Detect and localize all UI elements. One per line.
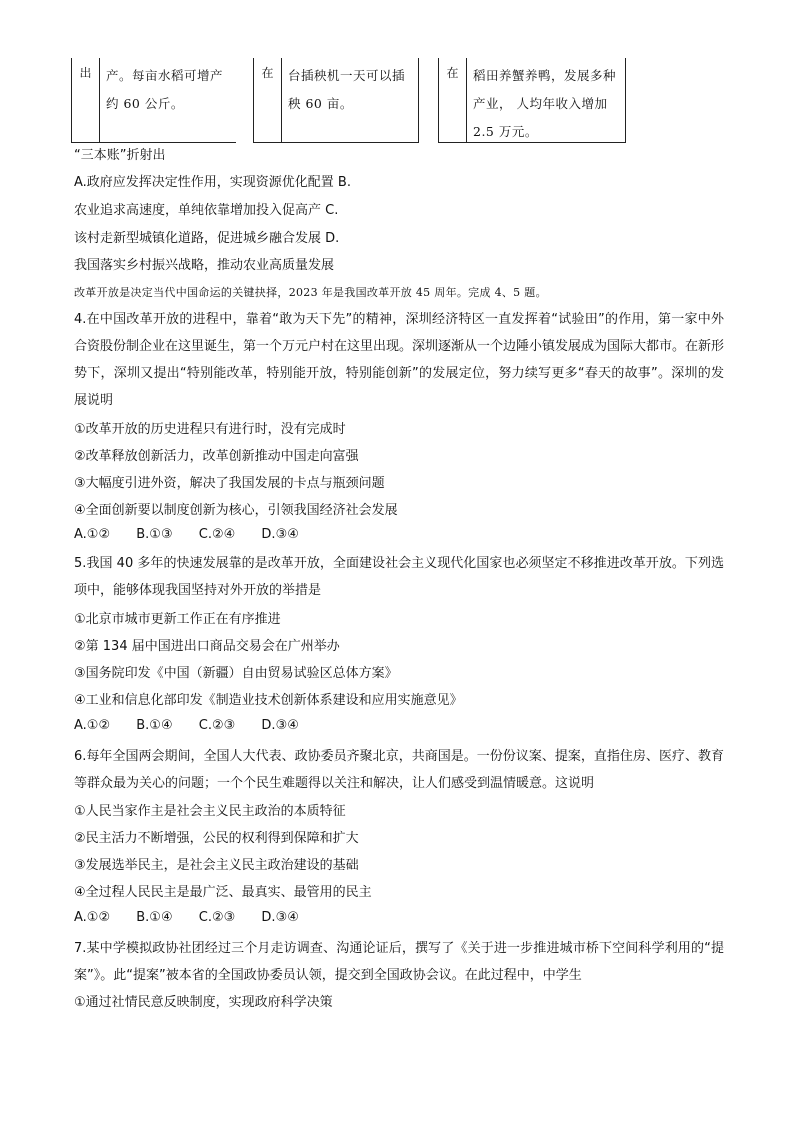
q4-stem: 4.在中国改革开放的进程中，靠着“敢为天下先”的精神，深圳经济特区一直发挥着“试验田”的作用，第一家中外合资股份制企业在这里诞生，第一个万元户村在这里出现。深圳逐渐从一个边陲小镇发展成为国际大都市。在新形势下，深圳又提出“特别能改革，特别能开放，特别能创新”的发展定位，努力续写更多“春天的故事”。深圳的发展说明 [74,312,725,408]
table-cell-income [438,58,626,143]
q3-stem-tail: “三本账”折射出 [74,148,166,163]
q5-stem: 5.我国 40 多年的快速发展靠的是改革开放，全面建设社会主义现代化国家也必须坚定不移推进改革开放。下列选项中，能够体现我国坚持对外开放的举措是 [74,556,724,598]
option-c[interactable]: C.②③ [198,910,236,925]
table-cell-label: 在 [439,58,467,142]
option-a[interactable]: A.①② [74,910,111,925]
option-d[interactable]: D.③④ [261,527,299,542]
table-cell-label: 出 [72,58,100,142]
q5-item: ③国务院印发《中国（新疆）自由贸易试验区总体方案》 [74,666,398,681]
section-intro: 改革开放是决定当代中国命运的关键抉择，2023 年是我国改革开放 45 周年。完成 4、5 题。 [74,286,547,299]
q6-stem: 6.每年全国两会期间，全国人大代表、政协委员齐聚北京，共商国是。一份份议案、提案，直指住房、医疗、教育等群众最为关心的问题；一个个民生难题得以关注和解决，让人们感受到温情暖意。这说明 [74,749,724,791]
q5-item: ①北京市城市更新工作正在有序推进 [74,612,281,627]
q6-item: ①人民当家作主是社会主义民主政治的本质特征 [74,804,346,819]
table-cell-text: 台插秧机一天可以插秧 60 亩。 [288,68,406,111]
q6-item: ②民主活力不断增强，公民的权利得到保障和扩大 [74,831,359,846]
option-d[interactable]: D.③④ [261,910,299,925]
option-b[interactable]: B.①④ [136,718,173,733]
q5-item: ②第 134 届中国进出口商品交易会在广州举办 [74,639,340,654]
q5-item: ④工业和信息化部印发《制造业技术创新体系建设和应用实施意见》 [74,693,463,708]
option-d[interactable]: D.③④ [261,718,299,733]
q4-item: ④全面创新要以制度创新为核心，引领我国经济社会发展 [74,503,398,518]
q7-item: ①通过社情民意反映制度，实现政府科学决策 [74,995,333,1010]
table-cell-label: 在 [254,58,282,142]
q6-item: ④全过程人民民主是最广泛、最真实、最管用的民主 [74,885,372,900]
q3-option-line: 我国落实乡村振兴战略，推动农业高质量发展 [74,258,335,273]
option-b[interactable]: B.①③ [136,527,173,542]
option-c[interactable]: C.②④ [198,527,236,542]
q7-stem: 7.某中学模拟政协社团经过三个月走访调查、沟通论证后，撰写了《关于进一步推进城市桥下空间科学利用的“提案”》。此“提案”被本省的全国政协委员认领，提交到全国政协会议。在此过程中，中学生 [74,941,724,983]
q4-item: ②改革释放创新活力，改革创新推动中国走向富强 [74,449,359,464]
option-a[interactable]: A.①② [74,527,111,542]
table-cell-text: 稻田养蟹养鸭，发展多种产业， 人均年收入增加 2.5 万元。 [473,68,617,139]
q4-item: ③大幅度引进外资，解决了我国发展的卡点与瓶颈问题 [74,476,385,491]
option-a[interactable]: A.①② [74,718,111,733]
q4-item: ①改革开放的历史进程只有进行时，没有完成时 [74,422,346,437]
q3-option-line: A.政府应发挥决定性作用，实现资源优化配置 B. [74,175,351,190]
table-cell-text: 产。每亩水稻可增产约 60 公斤。 [106,68,224,111]
table-cell-machine [253,58,419,143]
q3-option-line: 农业追求高速度，单纯依靠增加投入促高产 C. [74,203,339,218]
option-c[interactable]: C.②③ [198,718,236,733]
option-b[interactable]: B.①④ [136,910,173,925]
q4-options [74,527,321,542]
table-cell-yield [71,58,236,143]
q6-options [74,910,321,925]
q5-options [74,718,321,733]
q3-option-line: 该村走新型城镇化道路，促进城乡融合发展 D. [74,231,340,246]
q6-item: ③发展选举民主，是社会主义民主政治建设的基础 [74,858,359,873]
